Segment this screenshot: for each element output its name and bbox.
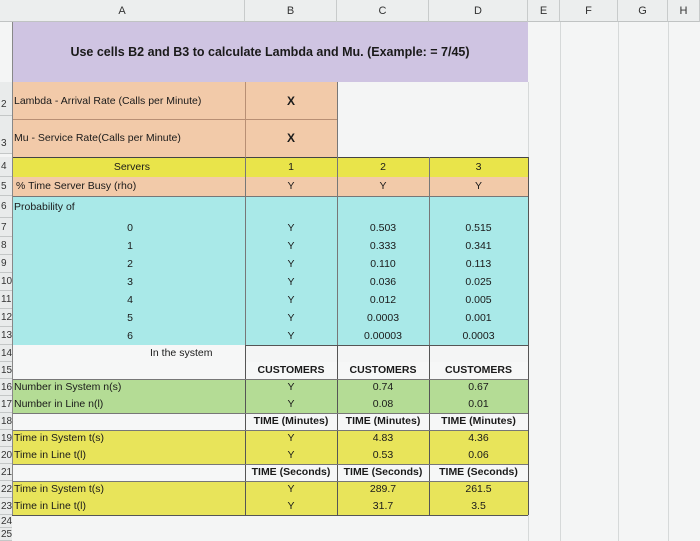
row-label: 7 <box>1 222 7 233</box>
prob-s1-2[interactable]: Y <box>287 258 295 270</box>
row-label: 18 <box>1 416 12 427</box>
prob-s2-4[interactable]: 0.012 <box>369 294 397 306</box>
row-header-9[interactable] <box>0 255 12 273</box>
row-header-7[interactable] <box>0 218 12 237</box>
lambda-label-cell[interactable] <box>12 82 245 120</box>
tl-sec-s1[interactable]: Y <box>287 500 295 512</box>
column-header-c[interactable] <box>337 0 429 22</box>
customers-header-1[interactable]: CUSTOMERS <box>245 362 337 379</box>
row-header-23[interactable] <box>0 498 12 515</box>
busy-cell-2[interactable] <box>337 177 429 196</box>
nl-s2[interactable]: 0.08 <box>372 398 394 410</box>
prob-s1-1[interactable]: Y <box>287 240 295 252</box>
prob-s2-0[interactable]: 0.503 <box>369 222 397 234</box>
mu-value-cell[interactable] <box>245 120 337 157</box>
row-header-12[interactable] <box>0 309 12 327</box>
prob-s2-6[interactable]: 0.00003 <box>364 330 402 342</box>
prob-n-6[interactable]: 6 <box>127 330 133 342</box>
prob-n-1[interactable]: 1 <box>127 240 133 252</box>
column-label: F <box>585 5 592 17</box>
number-in-system-label[interactable]: Number in System n(s) <box>14 381 122 393</box>
row-label: 12 <box>1 312 12 323</box>
mu-value: X <box>286 131 295 145</box>
tl-min-s2[interactable]: 0.53 <box>372 449 394 461</box>
minutes-header-1[interactable]: TIME (Minutes) <box>245 413 337 430</box>
busy-label-cell[interactable] <box>12 177 245 196</box>
row-label: 19 <box>1 433 12 444</box>
in-system-label[interactable]: In the system <box>150 347 213 359</box>
row-label: 2 <box>1 99 7 110</box>
prob-s2-2[interactable]: 0.110 <box>370 258 396 270</box>
row-header-8[interactable] <box>0 237 12 255</box>
row-label: 3 <box>1 138 7 149</box>
busy-cell-3[interactable] <box>429 177 528 196</box>
row-label: 14 <box>1 348 12 359</box>
prob-s1-5[interactable]: Y <box>287 312 295 324</box>
row-header-2[interactable] <box>0 82 12 116</box>
lambda-value: X <box>286 94 295 108</box>
mu-label-cell[interactable] <box>12 120 245 157</box>
prob-n-4[interactable]: 4 <box>127 294 133 306</box>
row-label: 23 <box>1 501 12 512</box>
column-header-a[interactable] <box>0 0 245 22</box>
customers-header-3[interactable]: CUSTOMERS <box>429 362 528 379</box>
column-label: G <box>638 5 647 17</box>
time-in-line-sec-label[interactable]: Time in Line t(l) <box>14 500 86 512</box>
row-header-20[interactable] <box>0 447 12 464</box>
prob-s1-0[interactable]: Y <box>287 222 295 234</box>
row-label: 24 <box>1 516 12 527</box>
row-header-15[interactable] <box>0 362 12 379</box>
ts-sec-s2[interactable]: 289.7 <box>369 483 397 495</box>
row-header-16[interactable] <box>0 379 12 396</box>
busy-label: % Time Server Busy (rho) <box>16 180 137 192</box>
lambda-label: Lambda - Arrival Rate (Calls per Minute) <box>14 95 202 107</box>
row-header-22[interactable] <box>0 481 12 498</box>
row21-a[interactable] <box>12 464 245 481</box>
tl-sec-s2[interactable]: 31.7 <box>372 500 394 512</box>
row-header-17[interactable] <box>0 396 12 413</box>
column-header-b[interactable] <box>245 0 337 22</box>
prob-s1-4[interactable]: Y <box>287 294 295 306</box>
row-label: 8 <box>1 240 7 251</box>
column-label: A <box>118 5 126 17</box>
row-header-14[interactable] <box>0 345 12 362</box>
ts-sec-s3[interactable]: 261.5 <box>465 483 492 495</box>
row-label: 16 <box>1 382 12 393</box>
servers-cell-2[interactable] <box>337 157 429 177</box>
row-label: 22 <box>1 484 12 495</box>
row-label: 21 <box>1 467 12 478</box>
column-header-d[interactable] <box>429 0 528 22</box>
minutes-header-3[interactable]: TIME (Minutes) <box>429 413 528 430</box>
busy-value: Y <box>379 180 387 192</box>
customers-header-2[interactable]: CUSTOMERS <box>337 362 429 379</box>
row18-a[interactable] <box>12 413 245 430</box>
column-header-f[interactable] <box>560 0 618 22</box>
row-label: 17 <box>1 399 12 410</box>
prob-s2-1[interactable]: 0.333 <box>369 240 397 252</box>
ns-s3[interactable]: 0.67 <box>468 381 489 393</box>
prob-s2-5[interactable]: 0.0003 <box>366 312 400 324</box>
prob-s3-3[interactable]: 0.025 <box>465 276 492 288</box>
column-label: D <box>474 5 482 17</box>
time-in-system-sec-label[interactable]: Time in System t(s) <box>14 483 105 495</box>
prob-s3-5[interactable]: 0.001 <box>465 312 492 324</box>
prob-s2-3[interactable]: 0.036 <box>369 276 397 288</box>
row-label: 10 <box>1 276 12 287</box>
ns-s1[interactable]: Y <box>287 381 295 393</box>
mu-label: Mu - Service Rate(Calls per Minute) <box>14 132 181 144</box>
seconds-header-2[interactable]: TIME (Seconds) <box>337 464 429 481</box>
servers-value: 2 <box>380 161 386 173</box>
row-header-5[interactable] <box>0 177 12 196</box>
row-header-6[interactable] <box>0 196 12 218</box>
prob-n-3[interactable]: 3 <box>127 276 133 288</box>
row-label: 25 <box>1 529 12 540</box>
row-header-19[interactable] <box>0 430 12 447</box>
row-header-4[interactable] <box>0 157 12 177</box>
prob-s3-0[interactable]: 0.515 <box>465 222 492 234</box>
tl-min-s3[interactable]: 0.06 <box>468 449 489 461</box>
row-header-10[interactable] <box>0 273 12 291</box>
minutes-header-2[interactable]: TIME (Minutes) <box>337 413 429 430</box>
nl-s3[interactable]: 0.01 <box>468 398 489 410</box>
ts-sec-s1[interactable]: Y <box>287 483 295 495</box>
instruction-banner[interactable] <box>12 22 528 82</box>
row-label: 15 <box>1 365 12 376</box>
ts-min-s3[interactable]: 4.36 <box>468 432 489 444</box>
probability-label[interactable]: Probability of <box>14 201 75 213</box>
tl-sec-s3[interactable]: 3.5 <box>471 500 486 512</box>
row-label: 9 <box>1 258 7 269</box>
column-header-g[interactable] <box>618 0 668 22</box>
busy-value: Y <box>287 180 295 192</box>
prob-s3-1[interactable]: 0.341 <box>465 240 492 252</box>
ts-min-s1[interactable]: Y <box>287 432 295 444</box>
row-header-25[interactable] <box>0 528 12 541</box>
servers-label-cell[interactable] <box>12 157 245 177</box>
row-label: 11 <box>1 294 12 305</box>
prob-s3-6[interactable]: 0.0003 <box>462 330 495 342</box>
row15-a[interactable] <box>12 362 245 379</box>
time-in-line-min-label[interactable]: Time in Line t(l) <box>14 449 86 461</box>
row-label: 13 <box>1 330 12 341</box>
prob-n-0[interactable]: 0 <box>127 222 133 234</box>
servers-value: 1 <box>288 161 294 173</box>
servers-label: Servers <box>113 161 150 173</box>
prob-n-2[interactable]: 2 <box>127 258 133 270</box>
row-label: 6 <box>1 201 7 212</box>
nl-s1[interactable]: Y <box>287 398 295 410</box>
number-in-line-label[interactable]: Number in Line n(l) <box>14 398 104 410</box>
lambda-value-cell[interactable] <box>245 82 337 120</box>
row-header-3[interactable] <box>0 116 12 154</box>
column-label: H <box>679 5 688 17</box>
seconds-header-1[interactable]: TIME (Seconds) <box>245 464 337 481</box>
time-in-system-min-label[interactable]: Time in System t(s) <box>14 432 105 444</box>
row-header-13[interactable] <box>0 327 12 345</box>
busy-cell-1[interactable] <box>245 177 337 196</box>
ts-min-s2[interactable]: 4.83 <box>372 432 394 444</box>
column-header-h[interactable] <box>668 0 700 22</box>
prob-s3-2[interactable]: 0.113 <box>465 258 492 270</box>
row-header-11[interactable] <box>0 291 12 309</box>
servers-cell-3[interactable] <box>429 157 528 177</box>
servers-cell-1[interactable] <box>245 157 337 177</box>
seconds-header-3[interactable]: TIME (Seconds) <box>429 464 528 481</box>
busy-value: Y <box>474 180 482 192</box>
tl-min-s1[interactable]: Y <box>287 449 295 461</box>
row-header-18[interactable] <box>0 413 12 430</box>
instruction-text: Use cells B2 and B3 to calculate Lambda and Mu. (Example: = 7/45) <box>70 45 470 59</box>
row-label: 5 <box>1 181 7 192</box>
column-label: B <box>286 5 295 17</box>
column-label: C <box>378 5 387 17</box>
row-label: 4 <box>1 161 7 172</box>
row-header-21[interactable] <box>0 464 12 481</box>
servers-value: 3 <box>475 161 482 173</box>
prob-n-5[interactable]: 5 <box>127 312 133 324</box>
column-label: E <box>539 5 548 17</box>
prob-s1-3[interactable]: Y <box>287 276 295 288</box>
column-header-e[interactable] <box>528 0 560 22</box>
prob-s1-6[interactable]: Y <box>287 330 295 342</box>
prob-s3-4[interactable]: 0.005 <box>465 294 492 306</box>
ns-s2[interactable]: 0.74 <box>372 381 394 393</box>
row-header-24[interactable] <box>0 515 12 528</box>
row-label: 20 <box>1 450 12 461</box>
